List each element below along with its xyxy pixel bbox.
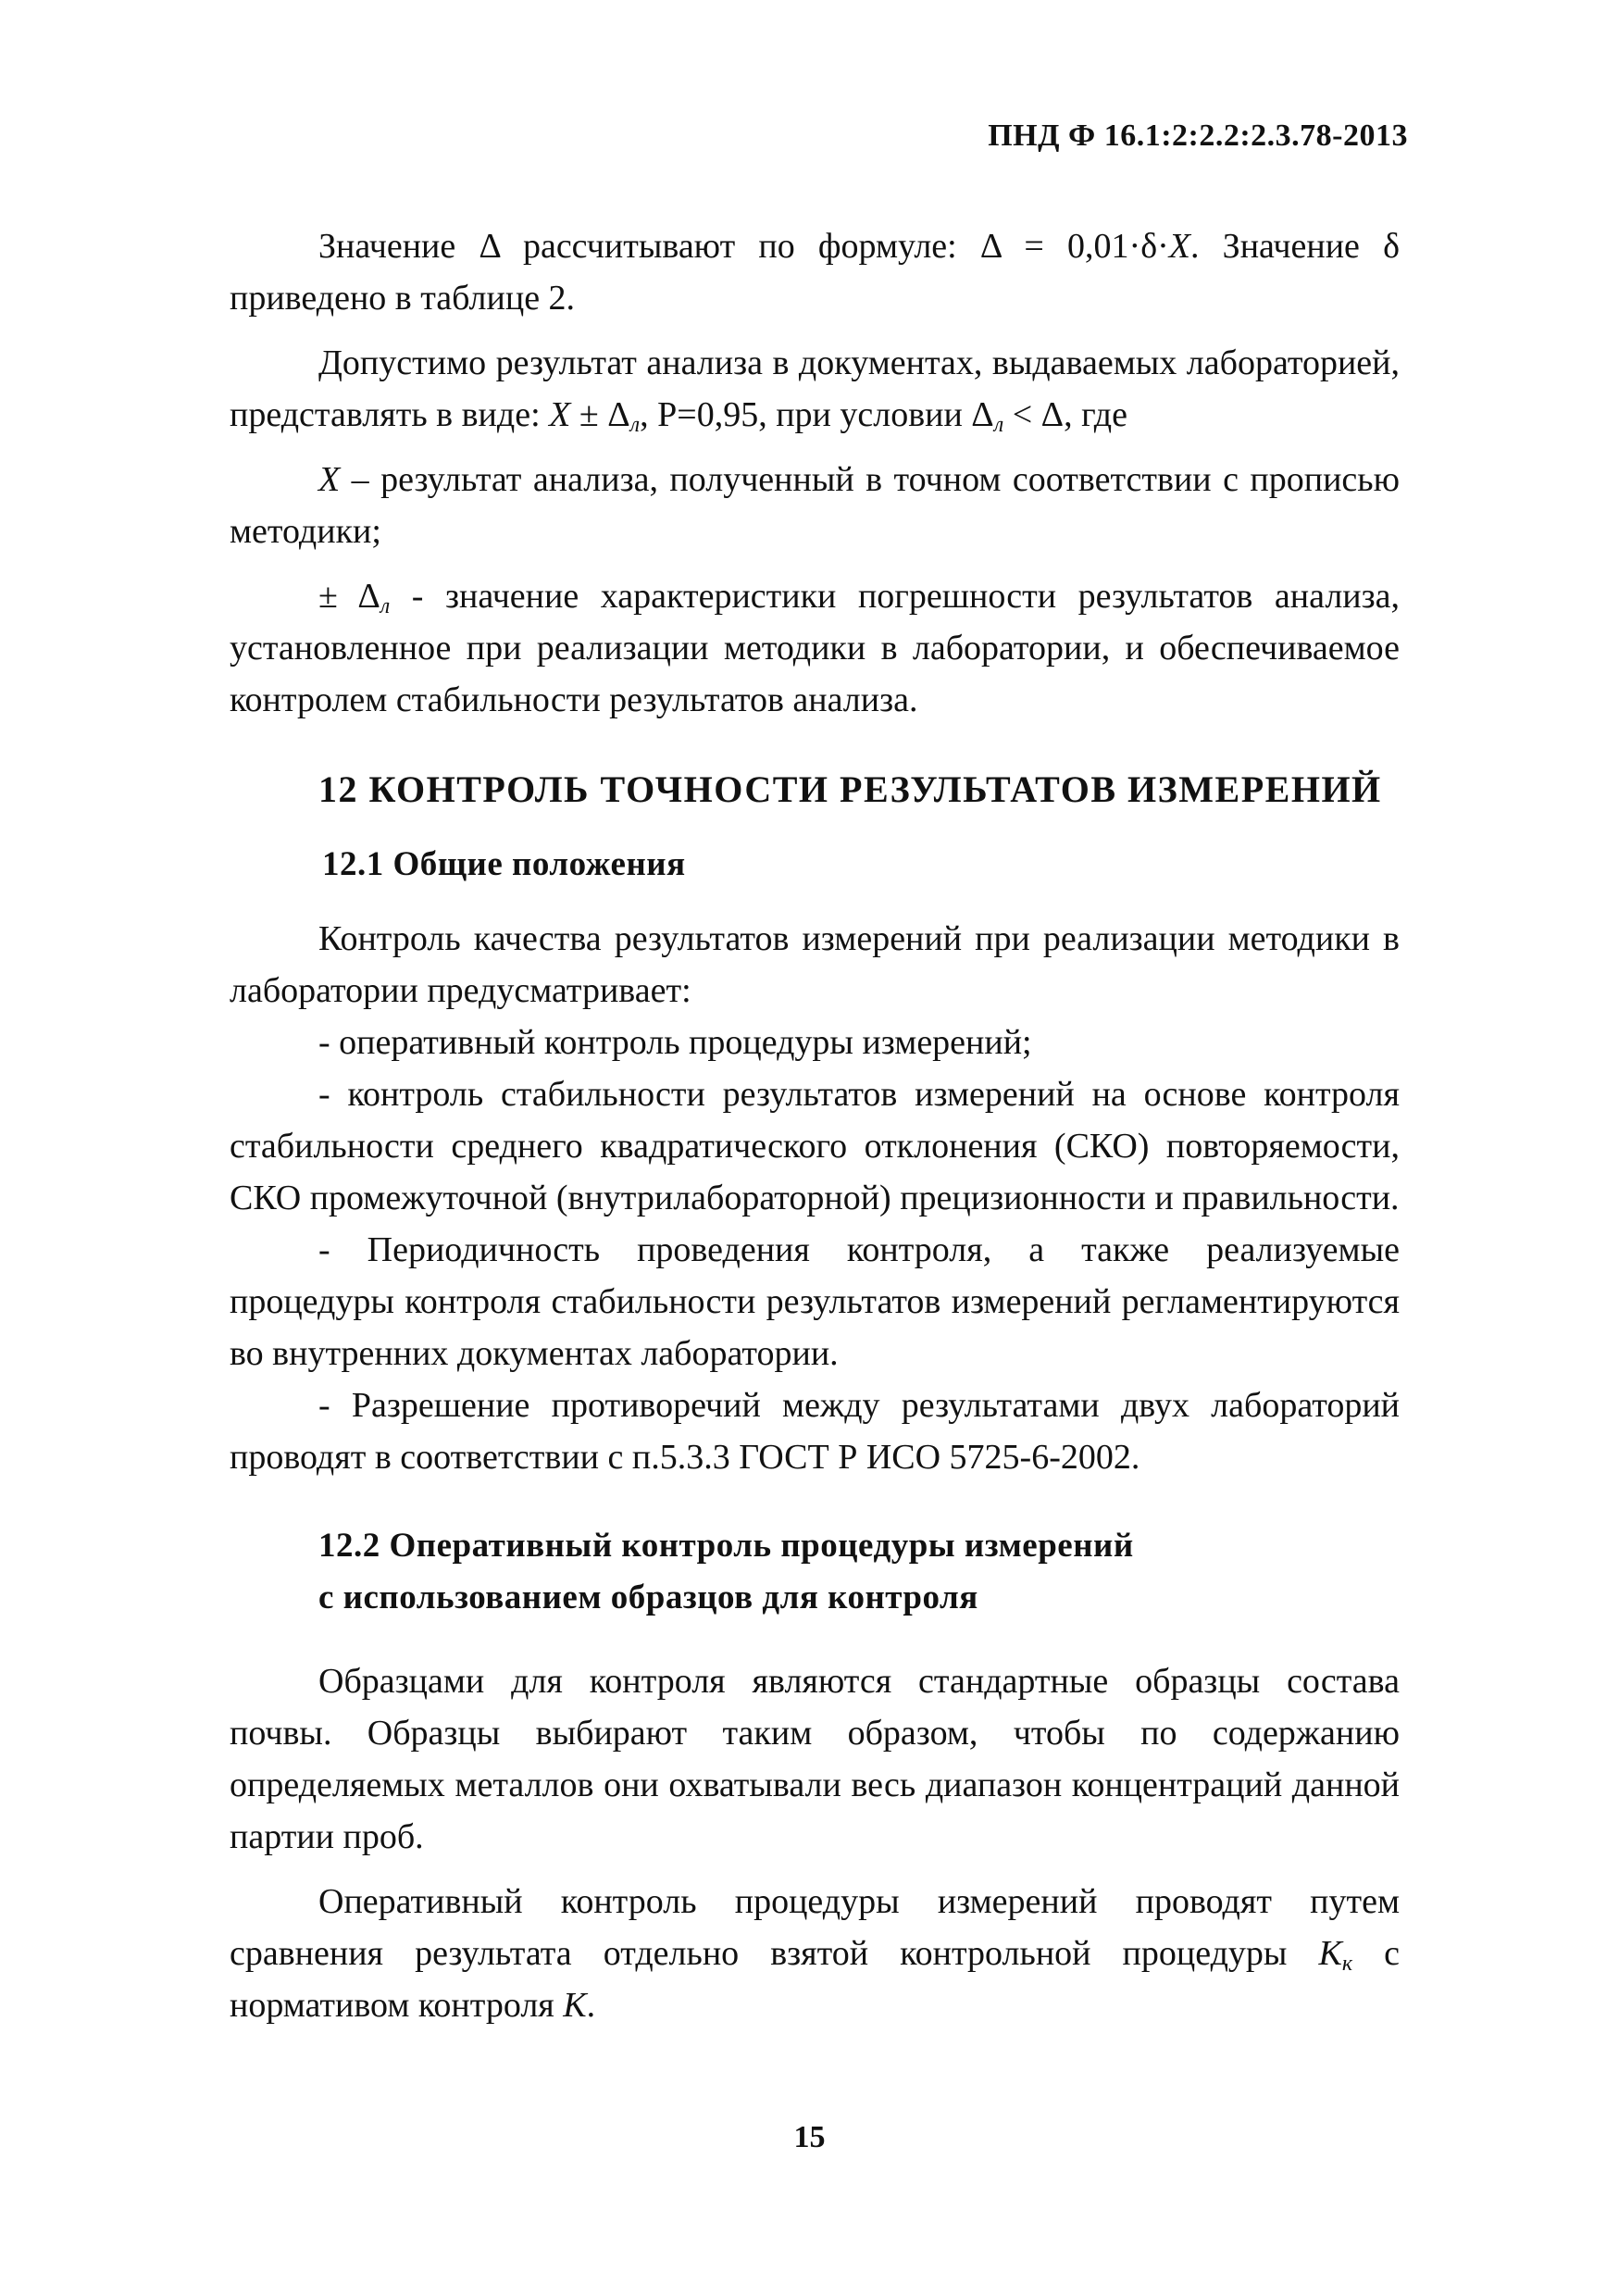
definition-x: X – результат анализа, полученный в точном соответствии с прописью методики; — [230, 460, 1400, 551]
document-code: ПНД Ф 16.1:2:2.2:2.3.78-2013 — [988, 119, 1408, 153]
list-item-stability-control: - контроль стабильности результатов измерений на основе контроля стабильности среднего квадратического отклонения (СКО) повторяемости, СКО промежуточной (внутрилабораторной) прецизионности и правильности. — [230, 1075, 1400, 1217]
paragraph-result-form: Допустимо результат анализа в документах, выдаваемых лабораторией, представлять в виде: $X \pm \Delta_л$, P=0,95, при условии $\Delta_л < \Delta$, где — [230, 343, 1400, 437]
definition-delta-l: ± $\Delta_л$ - значение характеристики погрешности результатов анализа, установленное при реализации методики в лаборатории, и обеспечиваемое контролем стабильности результатов анализа. — [230, 577, 1401, 719]
page-number: 15 — [793, 2120, 826, 2154]
paragraph-control-samples: Образцами для контроля являются стандартные образцы состава почвы. Образцы выбирают таким образом, чтобы по содержанию определяемых металлов они охватывали весь диапазон концентраций данной партии проб. — [230, 1662, 1400, 1856]
section-12-2-heading: 12.2 Оперативный контроль процедуры измерений с использованием образцов для контроля — [318, 1527, 1134, 1616]
paragraph-operative-control-procedure: Оперативный контроль процедуры измерений проводят путем сравнения результата отдельно взятой контрольной процедуры $K_к$ с нормативом контроля K. — [230, 1882, 1401, 2025]
section-12-heading: 12 КОНТРОЛЬ ТОЧНОСТИ РЕЗУЛЬТАТОВ ИЗМЕРЕНИЙ — [318, 768, 1382, 810]
list-item-operative-control: - оперативный контроль процедуры измерений; — [318, 1023, 1032, 1062]
paragraph-quality-control-intro: Контроль качества результатов измерений при реализации методики в лаборатории предусматривает: — [230, 919, 1400, 1010]
list-item-contradictions: - Разрешение противоречий между результатами двух лабораторий проводят в соответствии с п.5.3.3 ГОСТ Р ИСО 5725-6-2002. — [230, 1386, 1400, 1477]
section-12-1-heading: 12.1 Общие положения — [322, 845, 686, 883]
list-item-periodicity: - Периодичность проведения контроля, а также реализуемые процедуры контроля стабильности результатов измерений регламентируются во внутренних документах лаборатории. — [230, 1230, 1400, 1373]
paragraph-delta-formula: Значение Δ рассчитывают по формуле: Δ = 0,01·δ·X. Значение δ приведено в таблице 2. — [230, 227, 1401, 318]
page-content — [230, 220, 1400, 2031]
